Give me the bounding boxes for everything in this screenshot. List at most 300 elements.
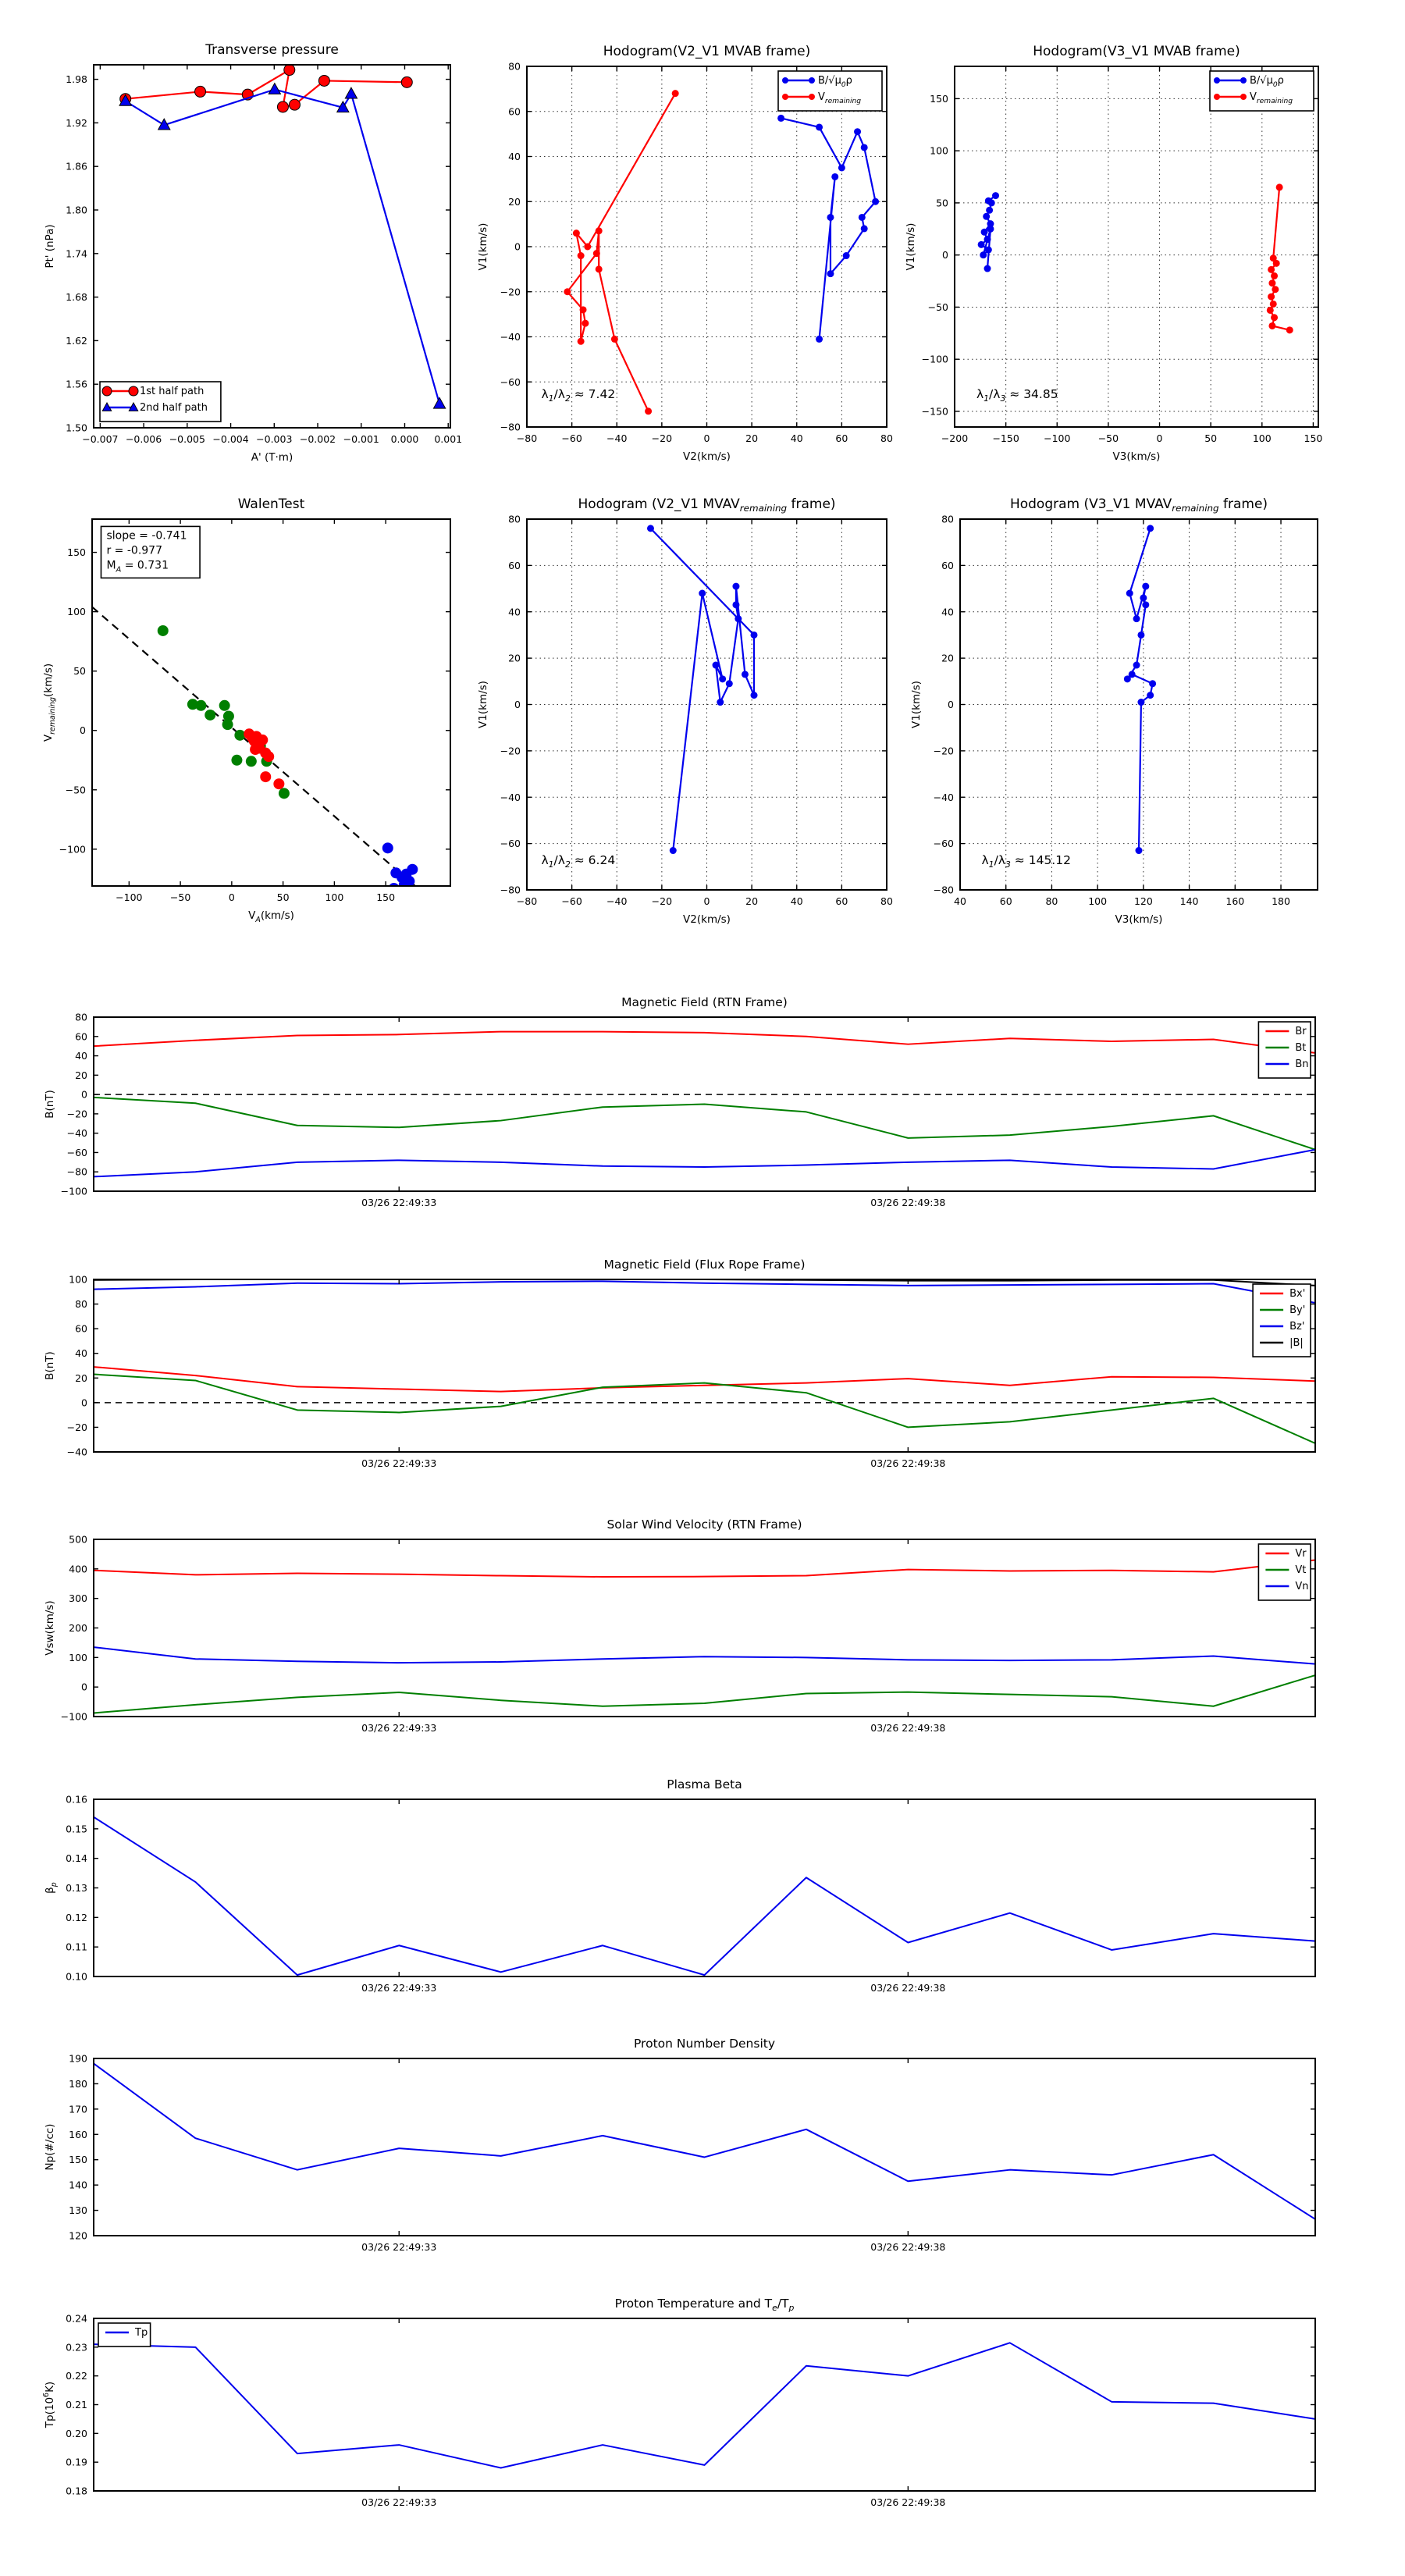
axes-frame [94, 1539, 1315, 1717]
annotation: $\lambda_1/\lambda_2 \approx 6.24$ [541, 852, 616, 870]
x-tick-label: 180 [1272, 895, 1290, 907]
legend-label: Bx' [1289, 1288, 1306, 1300]
y-tick-label: −80 [66, 1165, 87, 1178]
point-marker [129, 386, 138, 396]
annotation: $\lambda_1/\lambda_2 \approx 7.42$ [541, 387, 616, 404]
point-marker [1271, 314, 1278, 321]
series-1st half path [126, 70, 407, 107]
point-marker [1286, 326, 1293, 333]
chart-title: Proton Number Density [633, 2037, 776, 2051]
point-marker [231, 755, 242, 766]
x-tick-label: 50 [276, 891, 290, 903]
point-marker [782, 94, 788, 100]
point-marker [1142, 601, 1149, 608]
x-tick-label: 40 [790, 432, 803, 444]
point-marker [250, 744, 261, 755]
legend-label: Bt [1295, 1042, 1307, 1054]
point-marker [726, 680, 733, 687]
x-tick-label: −100 [116, 891, 143, 903]
y-tick-label: 1.50 [66, 422, 87, 434]
point-marker [672, 90, 679, 97]
x-axis-label: V2(km/s) [683, 450, 731, 463]
point-marker [284, 65, 295, 76]
y-tick-label: −100 [60, 1710, 87, 1723]
x-tick-label: −200 [941, 432, 969, 444]
point-marker [1271, 272, 1278, 279]
point-marker [399, 879, 410, 890]
point-marker [827, 214, 834, 221]
point-marker [992, 192, 999, 199]
y-tick-label: 20 [508, 195, 521, 208]
y-tick-label: 100 [69, 1273, 87, 1286]
legend-label: $B/√\mu_0\rho$ [818, 75, 852, 89]
y-tick-label: 100 [67, 606, 86, 618]
x-tick-label: 03/26 22:49:33 [361, 2496, 437, 2508]
legend [1210, 71, 1314, 111]
y-tick-label: 1.62 [66, 334, 87, 347]
legend-label: Br [1295, 1026, 1307, 1037]
chart-plasma-beta [44, 1777, 1315, 1994]
point-marker [1149, 680, 1156, 687]
x-tick-label: 120 [1133, 895, 1153, 907]
series-Tp [94, 2343, 1315, 2467]
y-tick-label: −40 [66, 1446, 87, 1458]
y-tick-label: 0 [514, 699, 521, 710]
triangle-marker [433, 397, 445, 408]
chart-magnetic-field-rtn [44, 995, 1315, 1208]
point-marker [593, 250, 600, 257]
x-tick-label: 160 [1225, 895, 1245, 907]
point-marker [1140, 594, 1147, 601]
y-tick-label: 160 [69, 2128, 87, 2140]
y-tick-label: 0 [948, 699, 954, 710]
point-marker [670, 847, 677, 854]
point-marker [872, 198, 879, 205]
series-Vn [94, 1647, 1315, 1664]
point-marker [1133, 662, 1140, 669]
series-Np [94, 2063, 1315, 2218]
x-tick-label: 100 [1088, 895, 1108, 907]
series-Vt [94, 1675, 1315, 1713]
point-marker [719, 675, 726, 682]
axes-frame [955, 66, 1318, 427]
y-tick-label: 1.92 [66, 116, 87, 129]
x-tick-label: 80 [880, 895, 893, 907]
stats-line: slope = -0.741 [106, 529, 187, 543]
x-tick-label: 60 [999, 895, 1012, 907]
point-marker [584, 244, 591, 251]
y-axis-label: B(nT) [44, 1351, 56, 1380]
y-tick-label: 0 [514, 240, 521, 253]
x-tick-label: 03/26 22:49:38 [870, 1197, 946, 1208]
chart-walen-test [42, 496, 450, 924]
point-marker [751, 692, 758, 699]
point-marker [809, 94, 815, 100]
point-marker [985, 247, 992, 254]
annotation: $\lambda_1/\lambda_3 \approx 145.12$ [981, 852, 1071, 870]
y-tick-label: 0.14 [66, 1852, 87, 1865]
point-marker [1142, 583, 1149, 590]
point-marker [1214, 94, 1220, 100]
x-tick-label: −0.007 [82, 433, 119, 445]
y-tick-label: 0.15 [66, 1823, 87, 1835]
y-tick-label: −100 [60, 1185, 87, 1197]
y-tick-label: 60 [941, 559, 954, 571]
y-tick-label: 0.11 [66, 1941, 87, 1953]
x-tick-label: 03/26 22:49:33 [361, 2241, 437, 2253]
legend [98, 2323, 151, 2347]
x-tick-label: 03/26 22:49:38 [870, 1722, 946, 1734]
y-tick-label: 400 [69, 1563, 87, 1575]
axes-frame [94, 1799, 1315, 1976]
x-tick-label: −0.001 [343, 433, 379, 445]
y-axis-label: $V_{remaining}(km/s)$ [42, 663, 57, 742]
point-marker [257, 735, 268, 745]
point-marker [1272, 286, 1279, 293]
point-marker [809, 77, 815, 84]
x-tick-label: 03/26 22:49:38 [870, 2496, 946, 2508]
point-marker [1276, 183, 1283, 190]
point-marker [1240, 94, 1247, 100]
y-tick-label: 0.22 [66, 2370, 87, 2382]
y-tick-label: −40 [66, 1127, 87, 1140]
legend-label: 2nd half path [140, 402, 208, 414]
point-marker [222, 719, 233, 730]
y-tick-label: −40 [500, 331, 521, 343]
legend [1258, 1544, 1311, 1600]
x-tick-label: 60 [835, 895, 848, 907]
y-tick-label: −80 [500, 884, 521, 896]
y-tick-label: 80 [508, 513, 521, 525]
y-tick-label: 150 [69, 2154, 87, 2166]
y-tick-label: 60 [75, 1030, 87, 1043]
point-marker [1268, 322, 1275, 329]
point-marker [1129, 671, 1136, 678]
y-tick-label: 40 [941, 606, 954, 618]
y-tick-label: 0 [81, 1681, 87, 1693]
point-marker [859, 214, 866, 221]
y-tick-label: 80 [75, 1298, 87, 1311]
legend [100, 382, 221, 422]
x-axis-label: $V_A(km/s)$ [248, 909, 294, 924]
y-tick-label: 60 [75, 1322, 87, 1335]
x-tick-label: −0.003 [256, 433, 293, 445]
point-marker [777, 115, 784, 122]
y-tick-label: 1.68 [66, 291, 87, 304]
series-Bn [94, 1150, 1315, 1177]
legend-label: Tp [135, 2327, 148, 2339]
series-V-hodogram [650, 528, 754, 851]
chart-transverse-pressure [44, 42, 462, 464]
y-tick-label: 170 [69, 2103, 87, 2115]
y-tick-label: 0 [80, 724, 86, 737]
chart-proton-number-density [44, 2037, 1315, 2253]
point-marker [234, 730, 245, 741]
x-tick-label: −0.002 [299, 433, 336, 445]
annotation: $\lambda_1/\lambda_3 \approx 34.85$ [976, 387, 1058, 404]
point-marker [219, 700, 230, 711]
y-tick-label: 1.74 [66, 247, 87, 260]
x-tick-label: 0 [228, 891, 235, 903]
chart-title: Hodogram (V3_V1 $MVAV_{remaining}$ frame) [1009, 496, 1268, 514]
y-axis-label: V1(km/s) [905, 222, 917, 271]
x-tick-label: 03/26 22:49:33 [361, 1722, 437, 1734]
x-tick-label: −60 [561, 432, 582, 444]
y-tick-label: 140 [69, 2179, 87, 2191]
x-tick-label: −40 [606, 895, 628, 907]
x-tick-label: 150 [376, 891, 396, 903]
point-marker [782, 77, 788, 84]
y-tick-label: 0.13 [66, 1882, 87, 1894]
y-axis-label: Vsw(km/s) [44, 1600, 56, 1656]
point-marker [732, 601, 739, 608]
y-tick-label: 50 [73, 665, 86, 678]
chart-title: Hodogram(V3_V1 MVAB frame) [1033, 44, 1240, 59]
y-tick-label: −60 [66, 1146, 87, 1158]
y-tick-label: −50 [927, 301, 948, 313]
chart-title: Magnetic Field (RTN Frame) [621, 995, 788, 1009]
chart-title: WalenTest [237, 496, 305, 512]
point-marker [289, 99, 300, 110]
y-tick-label: 80 [508, 60, 521, 73]
legend-label: Vn [1295, 1581, 1309, 1592]
y-tick-label: 40 [508, 606, 521, 618]
point-marker [1240, 77, 1247, 84]
y-tick-label: 0.24 [66, 2312, 87, 2325]
x-tick-label: 20 [745, 895, 759, 907]
point-marker [986, 207, 993, 214]
series-Bz' [94, 1281, 1315, 1303]
x-tick-label: −40 [606, 432, 628, 444]
point-marker [401, 76, 412, 87]
point-marker [195, 700, 206, 711]
chart-magnetic-field-fluxrope [44, 1258, 1315, 1469]
point-marker [645, 407, 652, 415]
point-marker [582, 320, 589, 327]
y-tick-label: −60 [500, 838, 521, 850]
chart-solar-wind-velocity [44, 1517, 1315, 1734]
point-marker [382, 842, 393, 853]
point-marker [596, 265, 603, 272]
legend [1253, 1284, 1311, 1357]
x-tick-label: 80 [880, 432, 893, 444]
point-marker [751, 632, 758, 639]
point-marker [831, 173, 838, 180]
point-marker [1268, 279, 1275, 286]
legend-label: Bz' [1289, 1321, 1305, 1332]
x-tick-label: 60 [835, 432, 848, 444]
stats-line: $M_A = 0.731$ [106, 559, 169, 575]
y-tick-label: 80 [75, 1011, 87, 1023]
y-tick-label: 0.19 [66, 2456, 87, 2468]
x-tick-label: −100 [1044, 432, 1071, 444]
point-marker [984, 236, 991, 243]
point-marker [742, 671, 749, 678]
y-tick-label: 0.10 [66, 1970, 87, 1983]
y-axis-label: B(nT) [44, 1090, 56, 1119]
x-tick-label: 03/26 22:49:38 [870, 1982, 946, 1994]
legend-label: Vt [1295, 1564, 1307, 1576]
chart-title: Hodogram(V2_V1 MVAB frame) [603, 44, 811, 59]
x-tick-label: −20 [651, 895, 673, 907]
legend-label: By' [1289, 1304, 1306, 1316]
legend-label: $V_{remaining}$ [818, 91, 862, 105]
y-tick-label: 180 [69, 2077, 87, 2090]
x-tick-label: 0 [703, 895, 710, 907]
y-tick-label: 150 [67, 546, 86, 559]
y-tick-label: 150 [930, 92, 948, 105]
point-marker [987, 226, 994, 233]
x-tick-label: −0.005 [169, 433, 205, 445]
y-tick-label: 1.56 [66, 378, 87, 390]
y-tick-label: 40 [75, 1347, 87, 1360]
x-tick-label: 03/26 22:49:38 [870, 2241, 946, 2253]
point-marker [1147, 525, 1154, 532]
y-tick-label: 1.98 [66, 73, 87, 86]
x-tick-label: −20 [651, 432, 673, 444]
x-tick-label: 0.001 [434, 433, 463, 445]
y-tick-label: 50 [936, 197, 948, 209]
point-marker [279, 788, 290, 799]
x-tick-label: 140 [1179, 895, 1199, 907]
point-marker [1214, 77, 1220, 84]
x-tick-label: −60 [561, 895, 582, 907]
point-marker [861, 144, 868, 151]
stats-line: r = -0.977 [106, 544, 163, 557]
series-Bt [94, 1098, 1315, 1150]
x-tick-label: 40 [954, 895, 966, 907]
point-marker [273, 778, 284, 789]
x-axis-label: V3(km/s) [1115, 913, 1163, 926]
y-tick-label: 0.21 [66, 2399, 87, 2411]
point-marker [981, 229, 988, 236]
y-tick-label: 40 [75, 1050, 87, 1062]
point-marker [1267, 307, 1274, 314]
point-marker [816, 336, 823, 343]
y-tick-label: 100 [69, 1651, 87, 1663]
point-marker [102, 386, 112, 396]
point-marker [861, 225, 868, 232]
x-tick-label: 03/26 22:49:33 [361, 1197, 437, 1208]
legend [778, 71, 882, 111]
point-marker [735, 615, 742, 622]
point-marker [988, 199, 995, 206]
legend-label: Bn [1295, 1059, 1309, 1070]
axes-frame [94, 65, 450, 428]
y-tick-label: 80 [941, 513, 954, 525]
y-tick-label: −20 [500, 286, 521, 298]
point-marker [647, 525, 654, 532]
point-marker [1133, 615, 1140, 622]
point-marker [573, 229, 580, 237]
y-tick-label: 130 [69, 2204, 87, 2217]
x-tick-label: 0 [703, 432, 710, 444]
y-tick-label: −40 [500, 791, 521, 803]
chart-hodogram-v3v1-mvav [910, 496, 1318, 926]
point-marker [1270, 301, 1277, 308]
x-tick-label: 100 [325, 891, 344, 903]
y-tick-label: −20 [66, 1421, 87, 1433]
y-tick-label: 60 [508, 559, 521, 571]
x-tick-label: 150 [1304, 432, 1323, 444]
x-tick-label: 20 [745, 432, 759, 444]
series-Bx' [94, 1367, 1315, 1392]
x-tick-label: 50 [1204, 432, 1218, 444]
chart-hodogram-v2v1-mvav [477, 496, 893, 926]
point-marker [277, 101, 288, 112]
y-tick-label: 0.16 [66, 1793, 87, 1806]
y-tick-label: −50 [65, 784, 86, 796]
y-tick-label: 1.86 [66, 160, 87, 173]
point-marker [1147, 692, 1154, 699]
x-tick-label: 03/26 22:49:38 [870, 1457, 946, 1469]
y-tick-label: 500 [69, 1533, 87, 1546]
point-marker [854, 128, 861, 135]
point-marker [578, 338, 585, 345]
y-tick-label: 20 [75, 1372, 87, 1384]
y-axis-label: Pt' (nPa) [44, 224, 56, 269]
legend [1258, 1022, 1311, 1078]
y-axis-label: V1(km/s) [910, 681, 923, 728]
point-marker [263, 751, 274, 762]
point-marker [596, 227, 603, 234]
point-marker [978, 241, 985, 248]
y-tick-label: −20 [933, 745, 954, 757]
point-marker [1137, 699, 1144, 706]
point-marker [1126, 590, 1133, 597]
point-marker [205, 710, 215, 720]
legend-label: |B| [1289, 1337, 1304, 1349]
chart-proton-temperature [42, 2297, 1315, 2508]
point-marker [1268, 294, 1275, 301]
y-tick-label: 100 [930, 144, 948, 157]
point-marker [843, 252, 850, 259]
legend-label: $B/√\mu_0\rho$ [1250, 75, 1284, 89]
chart-title: Transverse pressure [205, 42, 339, 58]
y-axis-label: $Tp(10^6K)$ [42, 2381, 56, 2428]
point-marker [246, 756, 257, 767]
y-tick-label: 200 [69, 1622, 87, 1634]
point-marker [816, 123, 823, 130]
legend-label: $V_{remaining}$ [1250, 91, 1293, 105]
y-tick-label: −60 [500, 375, 521, 388]
y-tick-label: −80 [933, 884, 954, 896]
series-beta-p [94, 1817, 1315, 1975]
point-marker [564, 288, 571, 295]
point-marker [611, 336, 618, 343]
x-tick-label: 03/26 22:49:33 [361, 1457, 437, 1469]
y-tick-label: 120 [69, 2229, 87, 2242]
y-tick-label: 20 [941, 652, 954, 664]
y-tick-label: 60 [508, 105, 521, 118]
y-tick-label: 20 [75, 1069, 87, 1081]
y-tick-label: 1.80 [66, 204, 87, 216]
point-marker [717, 699, 724, 706]
y-tick-label: 40 [508, 151, 521, 162]
series-Vremaining [567, 94, 675, 411]
x-tick-label: −50 [1097, 432, 1119, 444]
y-tick-label: 0 [942, 249, 948, 262]
x-axis-label: A' (T·m) [251, 451, 293, 464]
y-axis-label: V1(km/s) [477, 222, 489, 271]
y-tick-label: −40 [933, 791, 954, 803]
chart-title: Hodogram (V2_V1 $MVAV_{remaining}$ frame) [578, 496, 836, 514]
y-tick-label: −60 [933, 838, 954, 850]
x-tick-label: −150 [992, 432, 1019, 444]
point-marker [984, 265, 991, 272]
y-tick-label: −100 [59, 843, 86, 856]
series-V-hodogram [1127, 528, 1152, 851]
